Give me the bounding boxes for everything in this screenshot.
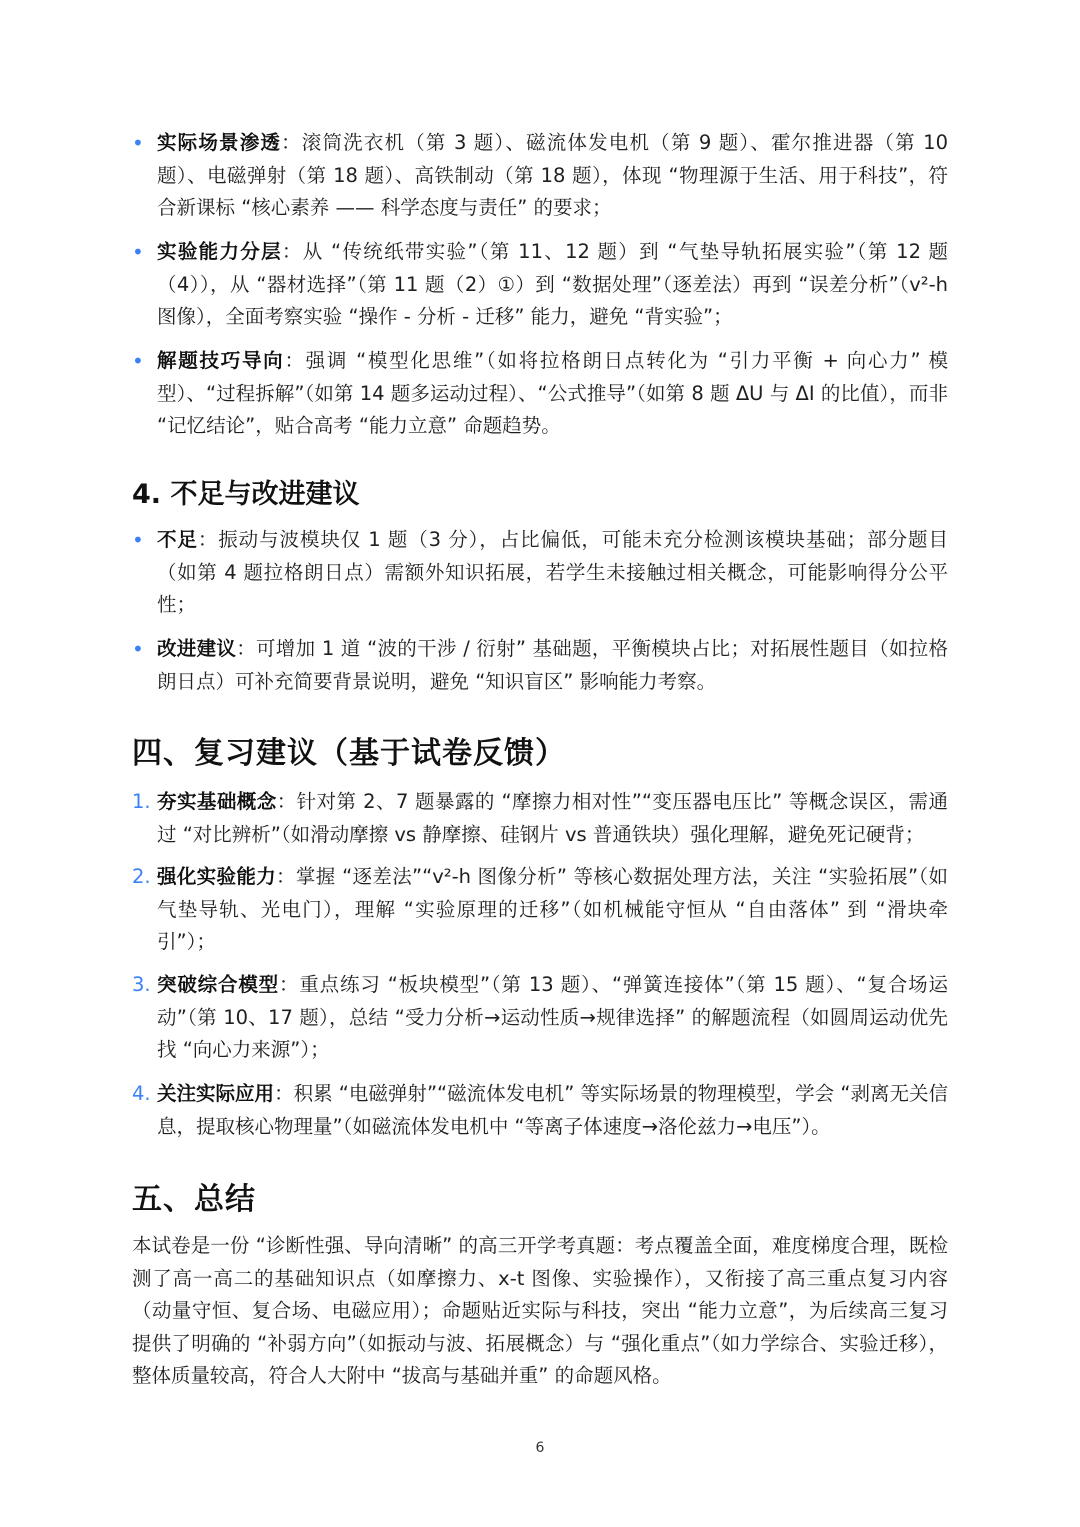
list-number: 4. [132, 1082, 151, 1105]
list-number: 3. [132, 973, 151, 996]
list-number: 2. [132, 865, 151, 888]
summary-paragraph: 本试卷是一份 “诊断性强、导向清晰” 的高三开学考真题：考点覆盖全面，难度梯度合理，既检测了高一高二的基础知识点（如摩擦力、x-t 图像、实验操作），又衔接了高三重点复习内容（动量守恒、复合场、电磁应用）；命题贴近实际与科技，突出 “能力立意”，为后续高三复习提供了明确的 “补弱方向”（如振动与波、拓展概念）与 “强化重点”（如力学综合、实验迁移），整体质量较高，符合人大附中 “拔高与基础并重” 的命题风格。 [132, 1234, 948, 1387]
item-body: ：滚筒洗衣机（第 3 题）、磁流体发电机（第 9 题）、霍尔推进器（第 10 题）、电磁弹射（第 18 题）、高铁制动（第 18 题），体现 “物理源于生活、用于科技”，符合新课标 “核心素养 —— 科学态度与责任” 的要求； [157, 131, 948, 219]
list-item [132, 633, 948, 698]
bullet-icon: • [132, 528, 144, 552]
item-body: ：针对第 2、7 题暴露的 “摩擦力相对性”“变压器电压比” 等概念误区，需通过 “对比辨析”（如滑动摩擦 vs 静摩擦、硅钢片 vs 普通铁块）强化理解，避免死记硬背； [157, 790, 948, 846]
item-title: 解题技巧导向 [157, 349, 285, 372]
item-title: 突破综合模型 [157, 973, 280, 996]
page-number: 6 [535, 1440, 545, 1456]
list-item [132, 236, 948, 334]
item-body: ：强调 “模型化思维”（如将拉格朗日点转化为 “引力平衡 + 向心力” 模型）、“过程拆解”（如第 14 题多运动过程）、“公式推导”（如第 8 题 ΔU 与 ΔI 的比值），而非 “记忆结论”，贴合高考 “能力立意” 命题趋势。 [157, 349, 948, 437]
list-item [132, 345, 948, 443]
item-title: 改进建议 [157, 637, 237, 660]
item-title: 强化实验能力 [157, 865, 277, 888]
item-title: 夯实基础概念 [157, 790, 277, 813]
item-title: 关注实际应用 [157, 1082, 275, 1105]
item-title: 不足 [157, 528, 198, 551]
list-item [132, 524, 948, 622]
list-item [132, 786, 948, 851]
item-body: ：重点练习 “板块模型”（第 13 题）、“弹簧连接体”（第 15 题）、“复合场运动”（第 10、17 题），总结 “受力分析→运动性质→规律选择” 的解题流程（如圆周运动优先找 “向心力来源”）； [157, 973, 948, 1061]
item-body: ：掌握 “逐差法”“v²-h 图像分析” 等核心数据处理方法，关注 “实验拓展”（如气垫导轨、光电门），理解 “实验原理的迁移”（如机械能守恒从 “自由落体” 到 “滑块牵引”）； [157, 865, 948, 953]
item-body: ：积累 “电磁弹射”“磁流体发电机” 等实际场景的物理模型，学会 “剥离无关信息，提取核心物理量”（如磁流体发电机中 “等离子体速度→洛伦兹力→电压”）。 [157, 1082, 948, 1138]
list-item [132, 127, 948, 225]
bullet-icon: • [132, 349, 144, 373]
section-heading: 4. 不足与改进建议 [132, 479, 360, 510]
bullet-icon: • [132, 240, 144, 264]
list-item [132, 969, 948, 1067]
chapter-heading: 五、总结 [132, 1182, 256, 1217]
bullet-icon: • [132, 131, 144, 155]
item-title: 实验能力分层 [157, 240, 282, 263]
bullet-icon: • [132, 637, 144, 661]
item-body: ：从 “传统纸带实验”（第 11、12 题）到 “气垫导轨拓展实验”（第 12 题（4）），从 “器材选择”（第 11 题（2）①）到 “数据处理”（逐差法）再到 “误差分析”（v²-h 图像），全面考察实验 “操作 - 分析 - 迁移” 能力，避免 “背实验”； [157, 240, 948, 328]
item-body: ：可增加 1 道 “波的干涉 / 衍射” 基础题，平衡模块占比；对拓展性题目（如拉格朗日点）可补充简要背景说明，避免 “知识盲区” 影响能力考察。 [157, 637, 948, 693]
list-item [132, 1078, 948, 1143]
chapter-heading: 四、复习建议（基于试卷反馈） [132, 736, 566, 771]
item-title: 实际场景渗透 [157, 131, 282, 154]
item-body: ：振动与波模块仅 1 题（3 分），占比偏低，可能未充分检测该模块基础；部分题目（如第 4 题拉格朗日点）需额外知识拓展，若学生未接触过相关概念，可能影响得分公平性； [157, 528, 948, 616]
list-number: 1. [132, 790, 151, 813]
list-item [132, 861, 948, 959]
